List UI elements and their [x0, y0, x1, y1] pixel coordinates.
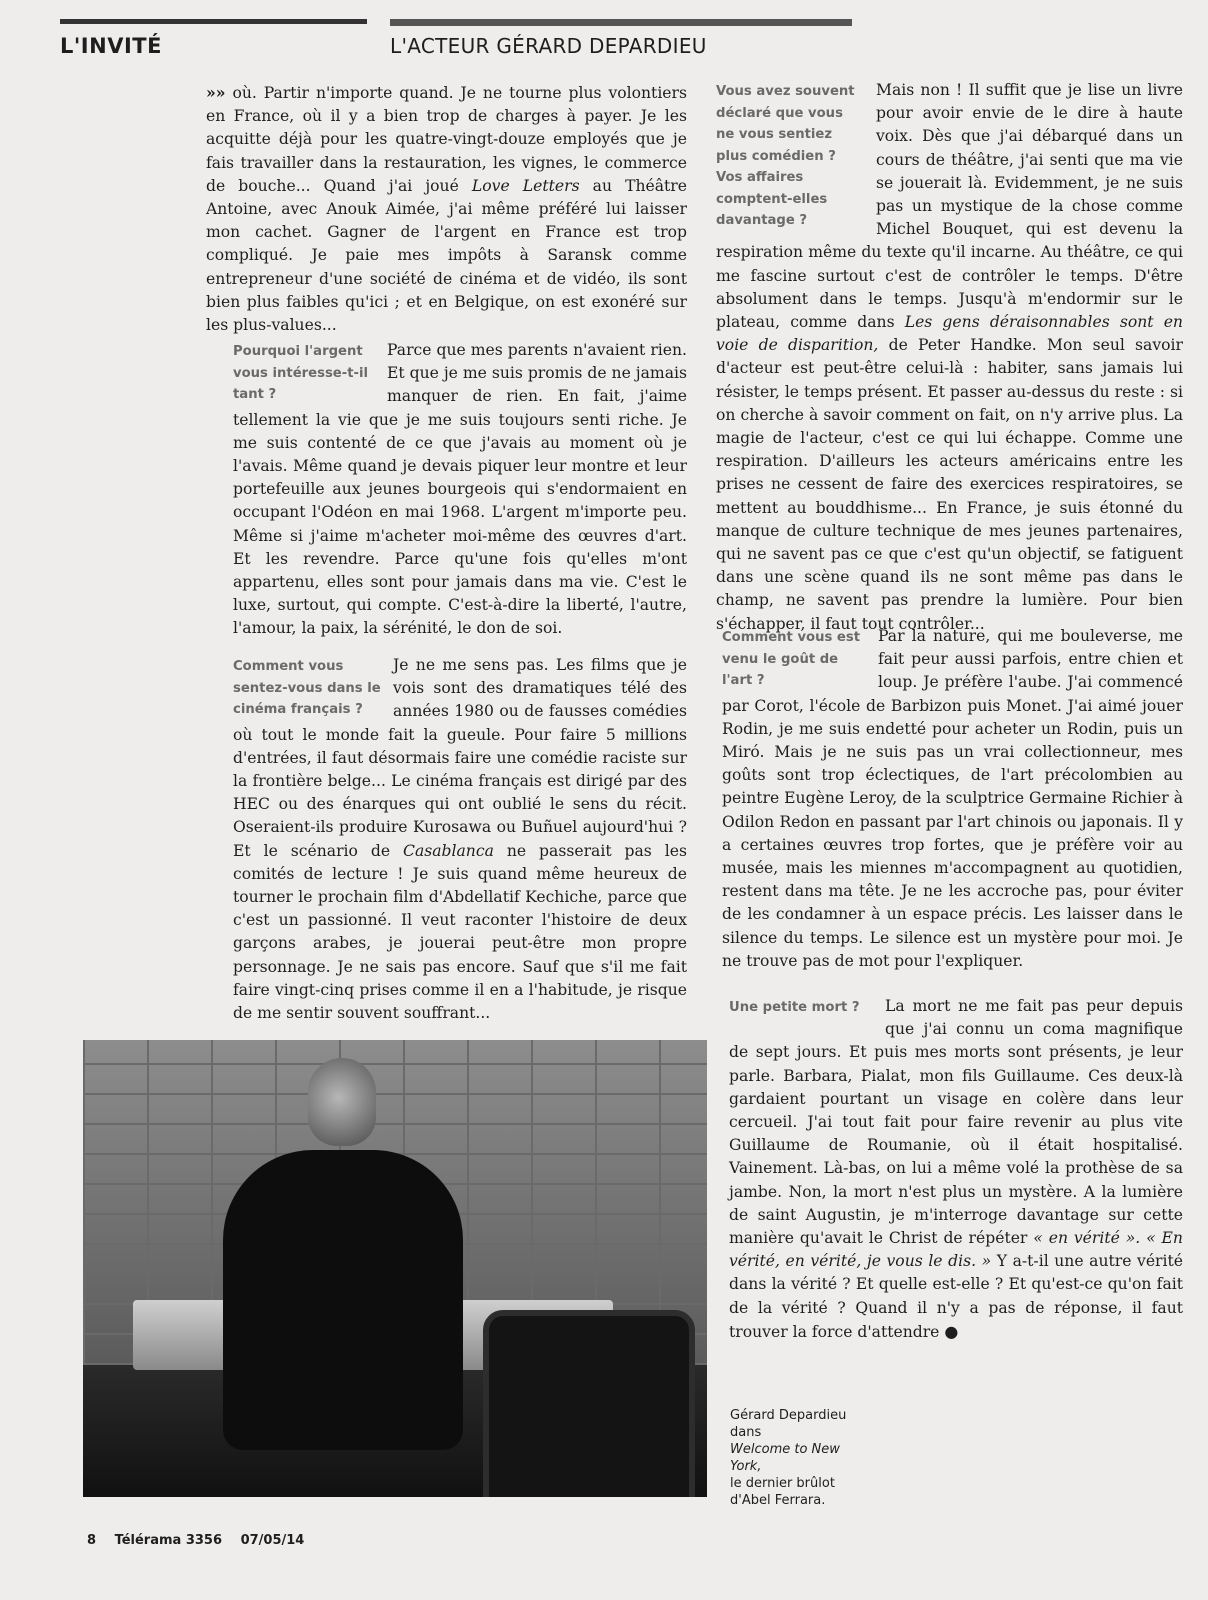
question-death: Une petite mort ? [729, 1000, 860, 1015]
qa-block-art [722, 625, 1183, 973]
intro-rest: au Théâtre Antoine, avec Anouk Aimée, j'ai même préféré lui laisser mon cachet. Gagner de l'argent en France est trop compliqué. Je paie mes impôts à Saransk comme entrepreneur d'une société de cinéma et de vidéo, ils sont bien plus faibles qu'ici ; et en Belgique, on est exonéré sur les plus-values... [206, 176, 687, 335]
header-rule-left [60, 19, 367, 24]
caption-line: d'Abel Ferrara. [730, 1493, 826, 1508]
question-cinema: Comment vous sentez-vous dans le cinéma français ? [233, 659, 381, 717]
photo-bed-frame [483, 1310, 695, 1497]
qa-block-cinema [233, 654, 687, 1025]
qa-block-death [729, 995, 1183, 1344]
caption-line: le dernier brûlot [730, 1476, 835, 1491]
question-art: Comment vous est venu le goût de l'art ? [722, 630, 861, 688]
photo-figure [223, 1150, 463, 1450]
answer-actor-rest: de Peter Handke. Mon seul savoir d'acteur est peut-être celui-là : habiter, sans jamais lui résister, le temps présent. Et passer au-dessus du reste : si on cherche à savoir comment on fait, on n'y arrive plus. La magie de l'acteur, c'est ce qui lui échappe. Comme une respiration. D'ailleurs les acteurs américains entre les prises ne cessent de faire des exercices respiratoires, se mettent au bouddhisme... En France, je suis étonné du manque de culture technique de mes jeunes partenaires, qui ne savent pas ce que c'est qu'un objectif, se fatiguent dans une scène quand ils ne sont même pas dans le champ, ne savent pas prendre la lumière. Pour bien s'échapper, il faut tout contrôler... [716, 336, 1184, 633]
publication-name: Télérama 3356 [114, 1533, 223, 1548]
continuation-marker: »» [206, 83, 226, 102]
answer-cinema-text: Je ne me sens pas. Les films que je vois sont des dramatiques télé des années 1980 ou de fausses comédies où tout le monde fait la gueule. Pour faire 5 millions d'entrées, il faut désormais faire une comédie raciste sur la frontière belge... Le cinéma français est dirigé par des HEC ou des énarques qui ont oublié le sens du récit. Oseraient-ils produire Kurosawa ou Buñuel aujourd'hui ? Et le scénario de [233, 656, 687, 860]
answer-death-text: La mort ne me fait pas peur depuis que j'ai connu un coma magnifique de sept jours. Et puis mes morts sont présents, je leur parle. Barbara, Pialat, mon fils Guillaume. Ces deux-là gardaient pourtant un visage en colère dans leur cercueil. J'ai tout fait pour faire revenir au plus vite Guillaume de Roumanie, où il était hospitalisé. Vainement. Là-bas, on lui a même volé la prothèse de sa jambe. Non, la mort n'est plus un mystère. A la lumière de saint Augustin, je m'interroge davantage sur cette manière qu'avait le Christ de répéter [729, 997, 1183, 1248]
answer-art: Par la nature, qui me bouleverse, me fait peur aussi parfois, entre chien et loup. Je préfère l'aube. J'ai commencé par Corot, l'école de Barbizon puis Monet. J'ai aimé jouer Rodin, je me suis endetté pour acheter un Rodin, puis un Miró. Mais je ne suis pas un vrai collectionneur, mes goûts sont trop éclectiques, de l'art précolombien au peintre Eugène Leroy, de la sculptrice Germaine Richier à Odilon Redon en passant par l'art chinois ou japonais. Il y a certaines œuvres trop fortes, que je préfère voir au musée, mais les miennes m'accompagnent au quotidien, restent dans ma tête. Je ne les accroche pas, pour éviter de les condamner à un espace précis. Les laisser dans le silence du temps. Le silence est un mystère pour moi. Je ne trouve pas de mot pour l'expliquer. [722, 627, 1183, 970]
answer-money: Parce que mes parents n'avaient rien. Et que je me suis promis de ne jamais manquer de rien. En fait, j'aime tellement la vie que je me suis toujours senti riche. Je me suis contenté de ce que j'avais au moment où je l'avais. Même quand je devais piquer leur montre et leur portefeuille aux jeunes bourgeois qui s'endormaient en occupant l'Odéon en mai 1968. L'argent m'importe peu. Même si j'aime m'acheter moi-même des œuvres d'art. Et les revendre. Parce qu'une fois qu'elles m'ont appartenu, elles sont pour jamais dans ma vie. C'est le luxe, surtout, qui compte. C'est-à-dire la liberté, l'autre, l'amour, la paix, la sérénité, le don de soi. [233, 341, 687, 638]
end-mark: ● [944, 1321, 959, 1341]
qa-block-actor [716, 79, 1183, 636]
caption-line: dans [730, 1425, 762, 1440]
caption-line: Gérard Depardieu [730, 1408, 847, 1423]
intro-italic: Love Letters [471, 176, 580, 195]
qa-block-money [233, 339, 687, 641]
question-actor: Vous avez souvent déclaré que vous ne vous sentiez plus comédien ? Vos affaires comptent-elles davantage ? [716, 84, 855, 228]
article-headline: L'ACTEUR GÉRARD DEPARDIEU [390, 34, 707, 58]
header-rule-right [390, 19, 852, 26]
page-footer [87, 1533, 318, 1548]
intro-text: où. Partir n'importe quand. Je ne tourne plus volontiers en France, où il y a bien trop de charges à payer. Je les acquitte déjà pour les quatre-vingt-douze employés que je fais travailler dans la restauration, les vignes, le commerce de bouche... Quand j'ai joué [206, 84, 687, 195]
question-money: Pourquoi l'argent vous intéresse-t-il tant ? [233, 344, 369, 402]
answer-actor-italic: Les gens déraisonnables sont en voie de disparition, [716, 313, 1183, 355]
answer-death-rest: Y a-t-il une autre vérité dans la vérité ? Et quelle est-elle ? Et qu'est-ce qu'on fait de la vérité ? Quand il n'y a pas de réponse, il faut trouver la force d'attendre [729, 1252, 1183, 1341]
answer-cinema-rest: ne passerait pas les comités de lecture ! Je suis quand même heureux de tourner le prochain film d'Abdellatif Kechiche, parce que c'est un passionné. Il veut raconter l'histoire de deux garçons arabes, je jouerai peut-être mon propre personnage. Je ne sais pas encore. Sauf que s'il me fait faire vingt-cinq prises comme il en a l'habitude, je risque de me sentir souvent souffrant... [233, 841, 687, 1023]
answer-death [729, 995, 1183, 1344]
photo-head [308, 1058, 376, 1146]
photo-caption [730, 1407, 846, 1509]
photo-depardieu [83, 1040, 707, 1497]
left-column [206, 81, 687, 337]
caption-italic: Welcome to New York, [730, 1442, 840, 1474]
answer-death-italic: « en vérité ». « En vérité, en vérité, je vous le dis. » [729, 1229, 1183, 1271]
answer-actor-text: Mais non ! Il suffit que je lise un livre pour avoir envie de le dire à haute voix. Dès que j'ai débarqué dans un cours de théâtre, j'ai senti que ma vie se jouerait là. Evidemment, je ne suis pas un mystique de la chose comme Michel Bouquet, qui est devenu la respiration même du texte qu'il incarne. Au théâtre, ce qui me fascine surtout c'est de contrôler le temps. D'être absolument dans le temps. Jusqu'à m'endormir sur le plateau, comme dans [716, 81, 1183, 332]
intro-paragraph [206, 81, 687, 337]
section-title: L'INVITÉ [60, 34, 162, 58]
answer-cinema-italic: Casablanca [403, 841, 494, 860]
page-number: 8 [87, 1533, 97, 1548]
issue-date: 07/05/14 [240, 1533, 305, 1548]
